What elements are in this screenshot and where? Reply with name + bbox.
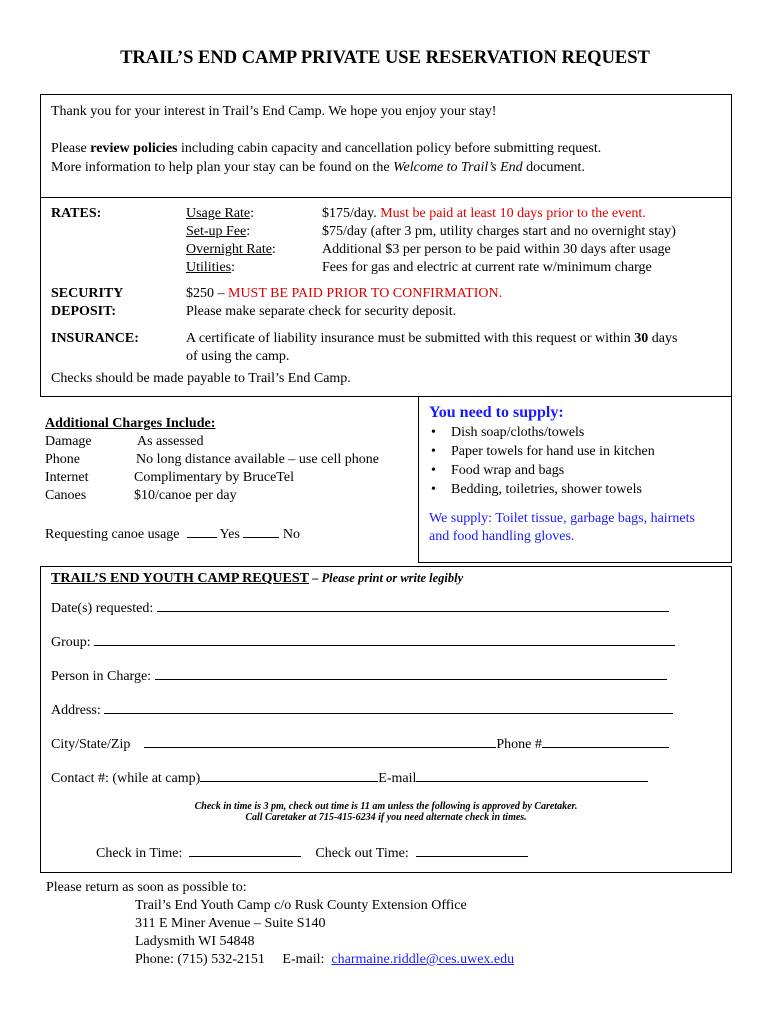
charge-name-internet: Internet (45, 470, 89, 485)
rate-name-overnight: Overnight Rate: (186, 242, 276, 257)
divider (41, 197, 731, 198)
intro-more: More information to help plan your stay can be found on the Welcome to Trail’s End document. (51, 160, 585, 175)
return-address-3: Ladysmith WI 54848 (135, 934, 255, 949)
rate-value-utilities: Fees for gas and electric at current rate w/minimum charge (322, 260, 652, 275)
additional-heading: Additional Charges Include: (45, 416, 216, 431)
charge-value-canoes: $10/canoe per day (134, 488, 237, 503)
group-field[interactable] (94, 632, 675, 646)
charge-name-canoes: Canoes (45, 488, 87, 503)
address-row: Address: (51, 700, 673, 719)
checkin-row: Check in Time: Check out Time: (96, 843, 528, 862)
request-form (40, 566, 732, 873)
return-contact: Phone: (715) 532-2151 E-mail: charmaine.riddle@ces.uwex.edu (135, 952, 515, 967)
rate-name-usage: Usage Rate: (186, 206, 255, 221)
person-field[interactable] (155, 666, 667, 680)
canoe-request: Requesting canoe usage Yes No (45, 524, 300, 543)
checkin-field[interactable] (189, 843, 301, 857)
charge-value-phone: No long distance available – use cell phone (136, 452, 379, 467)
rate-value-overnight: Additional $3 per person to be paid within 30 days after usage (322, 242, 671, 257)
we-supply-2: and food handling gloves. (429, 529, 575, 544)
checks-payable: Checks should be made payable to Trail’s End Camp. (51, 371, 351, 386)
phone-field[interactable] (542, 734, 669, 748)
intro-thanks: Thank you for your interest in Trail’s End Camp. We hope you enjoy your stay! (51, 104, 497, 119)
we-supply-1: We supply: Toilet tissue, garbage bags, hairnets (429, 511, 695, 526)
security-note: Please make separate check for security deposit. (186, 304, 457, 319)
email-field[interactable] (416, 768, 648, 782)
rates-label: RATES: (51, 206, 102, 221)
supply-item: • Food wrap and bags (429, 463, 655, 482)
return-address-1: Trail’s End Youth Camp c/o Rusk County Extension Office (135, 898, 467, 913)
city-field[interactable] (144, 734, 496, 748)
supply-list (429, 425, 655, 501)
intro-please: Please review policies including cabin capacity and cancellation policy before submitting request. (51, 141, 602, 156)
rate-value-setup: $75/day (after 3 pm, utility charges start and no overnight stay) (322, 224, 676, 239)
return-address-2: 311 E Miner Avenue – Suite S140 (135, 916, 326, 931)
contact-row: Contact #: (while at camp) E-mail (51, 768, 648, 787)
checkout-field[interactable] (416, 843, 528, 857)
checkin-note (41, 801, 731, 823)
address-field[interactable] (104, 700, 673, 714)
checkin-note-1: Check in time is 3 pm, check out time is 11 am unless the following is approved by Caretaker. (194, 801, 578, 812)
form-heading: TRAIL’S END YOUTH CAMP REQUEST – Please print or write legibly (51, 571, 464, 586)
group-row: Group: (51, 632, 675, 651)
charge-value-internet: Complimentary by BruceTel (134, 470, 294, 485)
city-row: City/State/Zip Phone # (51, 734, 669, 753)
security-label-1: SECURITY (51, 286, 124, 301)
security-amount: $250 – MUST BE PAID PRIOR TO CONFIRMATION. (186, 286, 503, 301)
checkin-note-2: Call Caretaker at 715-415-6234 if you need alternate check in times. (245, 812, 527, 823)
additional-charges (45, 416, 415, 556)
rate-name-setup: Set-up Fee: (186, 224, 251, 239)
supply-item: • Paper towels for hand use in kitchen (429, 444, 655, 463)
rate-value-usage: $175/day. Must be paid at least 10 days prior to the event. (322, 206, 646, 221)
page-title: TRAIL’S END CAMP PRIVATE USE RESERVATION REQUEST (120, 48, 650, 68)
charge-name-phone: Phone (45, 452, 80, 467)
charge-value-damage: As assessed (137, 434, 204, 449)
supply-item: • Dish soap/cloths/towels (429, 425, 655, 444)
insurance-label: INSURANCE: (51, 331, 139, 346)
return-heading: Please return as soon as possible to: (46, 880, 247, 895)
contact-field[interactable] (200, 768, 378, 782)
insurance-line-2: of using the camp. (186, 349, 290, 364)
insurance-line-1: A certificate of liability insurance must be submitted with this request or within 30 days (186, 331, 678, 346)
supply-heading: You need to supply: (429, 404, 564, 421)
supply-item: • Bedding, toiletries, shower towels (429, 482, 655, 501)
policy-box (40, 94, 732, 397)
rate-name-utilities: Utilities: (186, 260, 236, 275)
dates-row: Date(s) requested: (51, 598, 669, 617)
email-link[interactable]: charmaine.riddle@ces.uwex.edu (331, 952, 515, 967)
canoe-yes-blank[interactable] (187, 524, 217, 538)
supply-box (418, 396, 732, 563)
canoe-no-blank[interactable] (243, 524, 279, 538)
security-label-2: DEPOSIT: (51, 304, 117, 319)
charge-name-damage: Damage (45, 434, 92, 449)
person-row: Person in Charge: (51, 666, 667, 685)
dates-field[interactable] (157, 598, 669, 612)
